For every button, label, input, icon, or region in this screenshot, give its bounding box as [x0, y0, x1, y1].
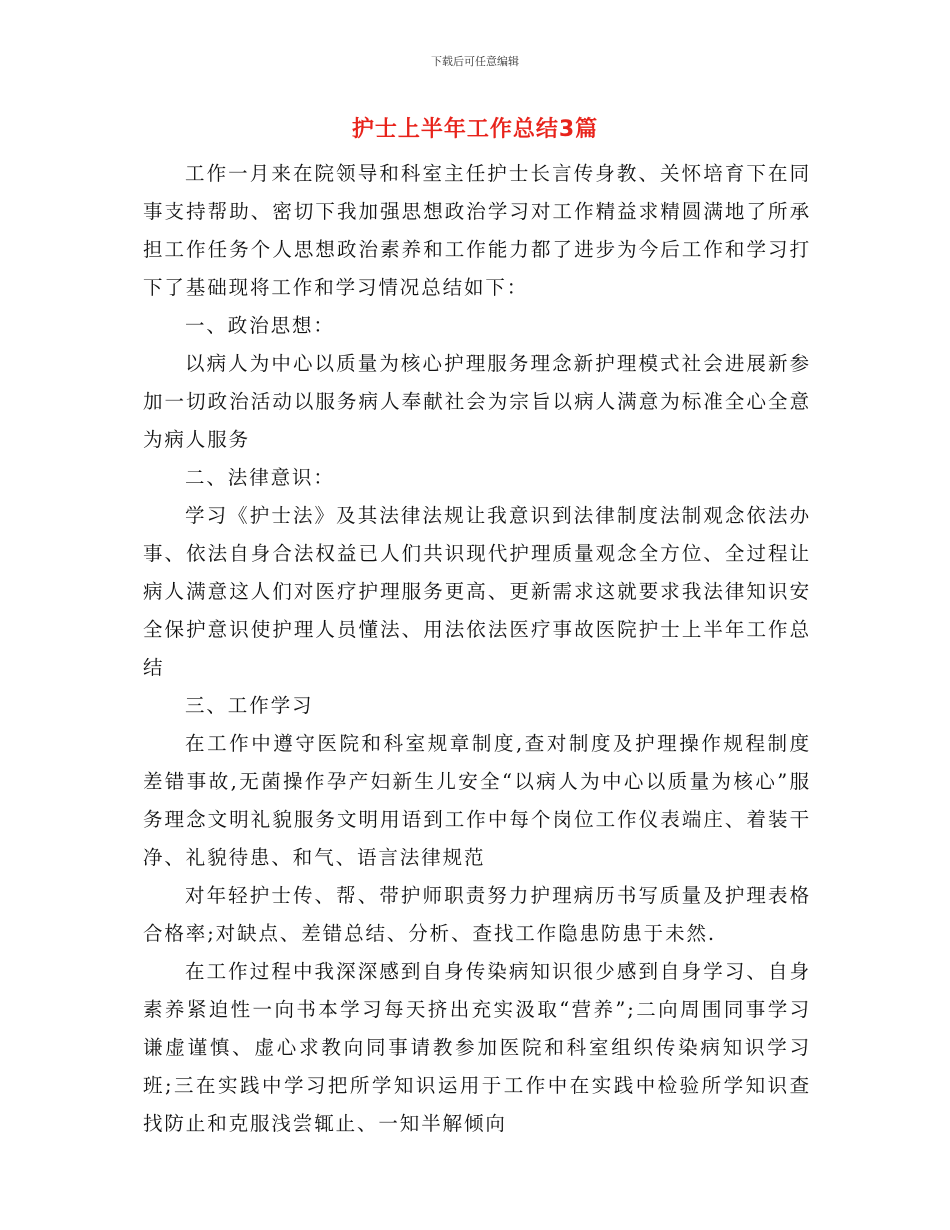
paragraph-work-rules: 在工作中遵守医院和科室规章制度,查对制度及护理操作规程制度差错事故,无菌操作孕产妇新生儿安全“以病人为中心以质量为核心”服务理念文明礼貌服务文明用语到工作中每个岗位工作仪表端庄、着装干净、礼貌待患、和气、语言法律规范 — [143, 732, 811, 869]
section-heading-work-study: 三、工作学习 — [185, 694, 314, 717]
document-title: 护士上半年工作总结3篇 — [351, 117, 599, 142]
paragraph-mentoring: 对年轻护士传、帮、带护师职责努力护理病历书写质量及护理表格合格率;对缺点、差错总结、分析、查找工作隐患防患于未然. — [143, 884, 811, 945]
document-body — [143, 155, 811, 1143]
header-note: 下载后可任意编辑 — [431, 55, 519, 68]
paragraph-learning: 在工作过程中我深深感到自身传染病知识很少感到自身学习、自身素养紧迫性一向书本学习每天挤出充实汲取“营养”;二向周围同事学习谦虚谨慎、虚心求教向同事请教参加医院和科室组织传染病知识学习班;三在实践中学习把所学知识运用于工作中在实践中检验所学知识查找防止和克服浅尝辄止、一知半解倾向 — [143, 960, 811, 1135]
section-heading-law: 二、法律意识： — [185, 466, 335, 489]
paragraph-politics: 以病人为中心以质量为核心护理服务理念新护理模式社会进展新参加一切政治活动以服务病人奉献社会为宗旨以病人满意为标准全心全意为病人服务 — [143, 352, 811, 451]
paragraph-law: 学习《护士法》及其法律法规让我意识到法律制度法制观念依法办事、依法自身合法权益已人们共识现代护理质量观念全方位、全过程让病人满意这人们对医疗护理服务更高、更新需求这就要求我法律知识安全保护意识使护理人员懂法、用法依法医疗事故医院护士上半年工作总结 — [143, 504, 811, 679]
paragraph-intro: 工作一月来在院领导和科室主任护士长言传身教、关怀培育下在同事支持帮助、密切下我加强思想政治学习对工作精益求精圆满地了所承担工作任务个人思想政治素养和工作能力都了进步为今后工作和学习打下了基础现将工作和学习情况总结如下： — [143, 162, 811, 299]
section-heading-politics: 一、政治思想： — [185, 314, 335, 337]
